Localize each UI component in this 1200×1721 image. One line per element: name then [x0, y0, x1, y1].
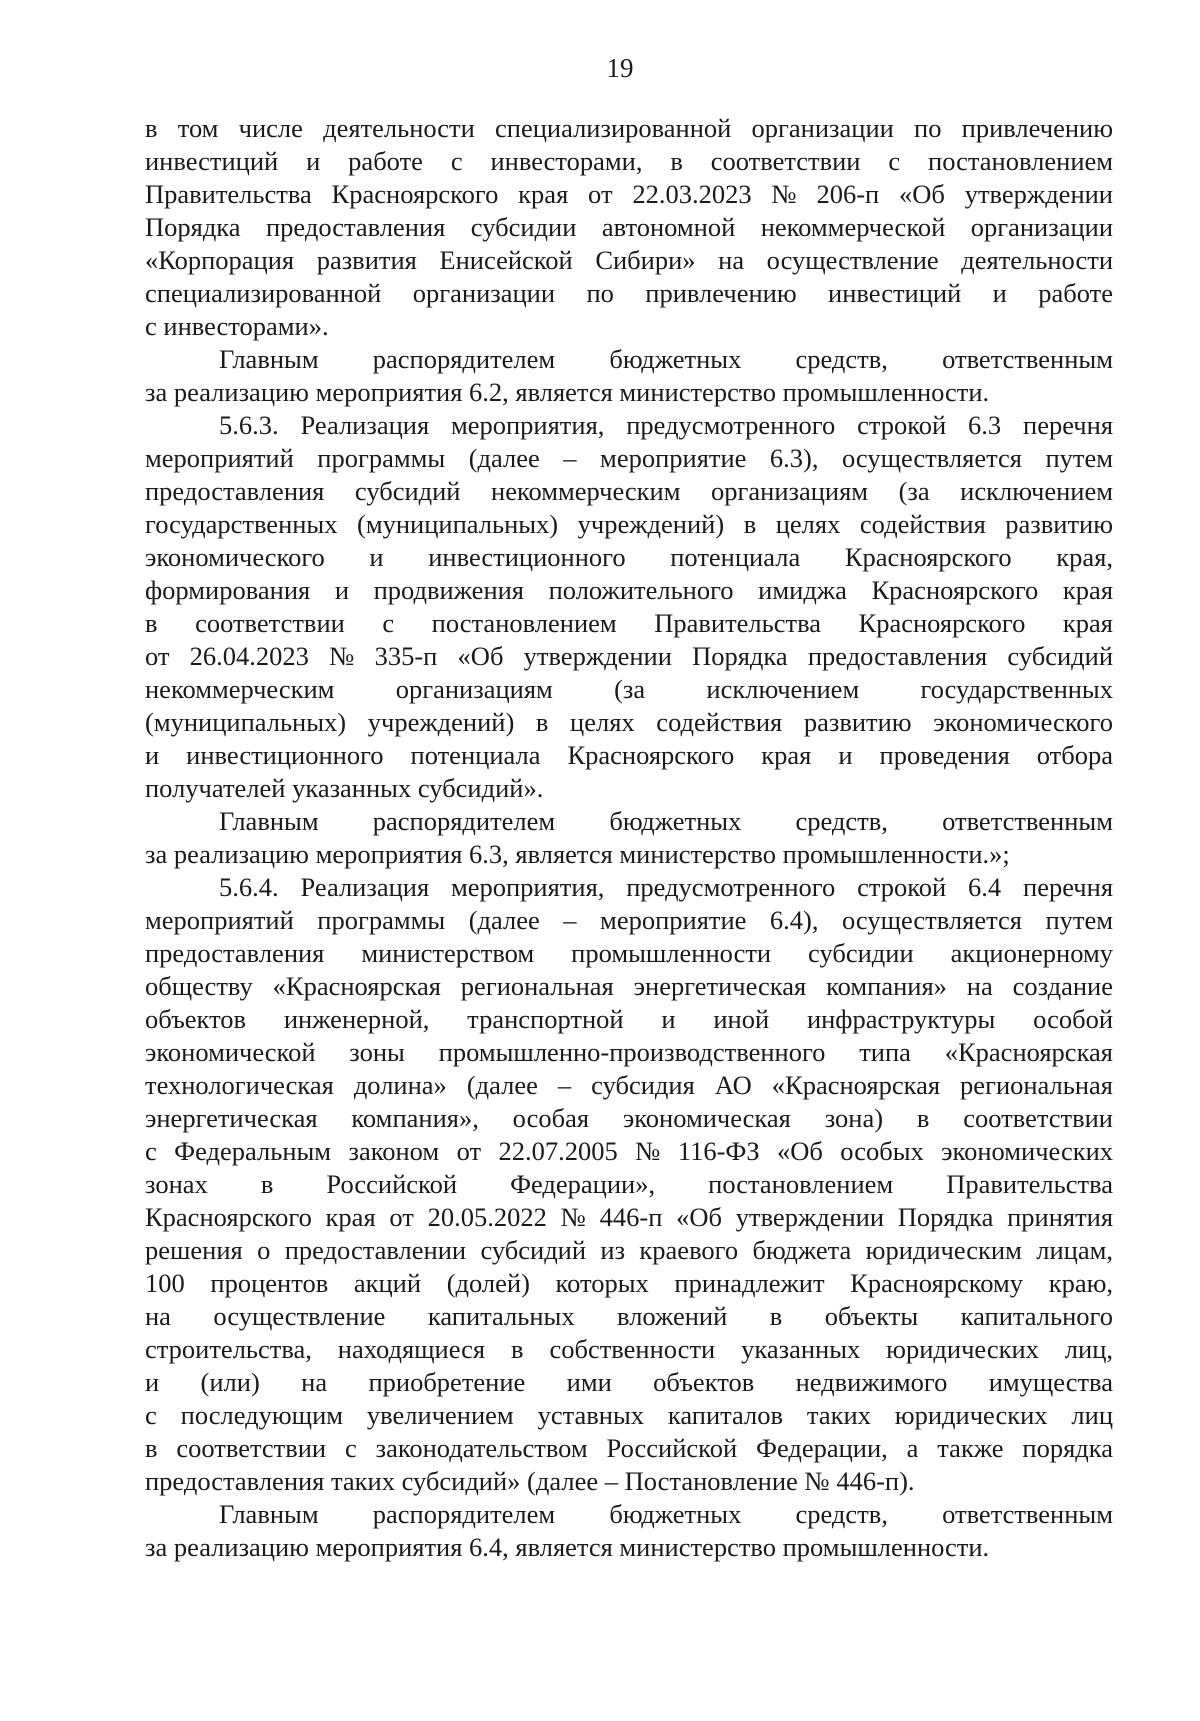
text-line: Главным распорядителем бюджетных средств, ответственным — [219, 344, 1113, 374]
paragraph-5-6-4 — [145, 871, 1113, 1498]
text-line: с последующим увеличением уставных капиталов таких юридических лиц — [145, 1400, 1113, 1430]
text-line: на осуществление капитальных вложений в объекты капитального — [145, 1301, 1113, 1331]
text-line: предоставления министерством промышленности субсидии акционерному — [145, 938, 1114, 968]
text-line: специализированной организации по привлечению инвестиций и работе — [145, 278, 1114, 308]
text-line: экономического и инвестиционного потенциала Красноярского края, — [145, 542, 1114, 572]
paragraph-responsible-6-2 — [145, 343, 1113, 409]
text-line: Правительства Красноярского края от 22.03.2023 № 206-п «Об утверждении — [145, 179, 1113, 209]
text-line: решения о предоставлении субсидий из краевого бюджета юридическим лицам, — [145, 1235, 1113, 1265]
text-line: Главным распорядителем бюджетных средств, ответственным — [219, 1499, 1113, 1529]
text-line: экономической зоны промышленно-производственного типа «Красноярская — [145, 1037, 1113, 1067]
text-line: предоставления субсидий некоммерческим организациям (за исключением — [145, 476, 1113, 506]
text-line: за реализацию мероприятия 6.2, является министерство промышленности. — [145, 377, 990, 407]
text-line: обществу «Красноярская региональная энергетическая компания» на создание — [145, 971, 1113, 1001]
paragraph-continuation — [145, 112, 1113, 343]
text-line: от 26.04.2023 № 335-п «Об утверждении Порядка предоставления субсидий — [145, 641, 1113, 671]
paragraph-5-6-3 — [145, 409, 1113, 805]
text-line: с инвесторами». — [145, 311, 329, 341]
text-line: Главным распорядителем бюджетных средств, ответственным — [219, 806, 1113, 836]
text-line: в соответствии с законодательством Российской Федерации, а также порядка — [145, 1433, 1113, 1463]
document-body — [145, 112, 1113, 1564]
text-line: 5.6.4. Реализация мероприятия, предусмотренного строкой 6.4 перечня — [219, 872, 1114, 902]
text-line: в соответствии с постановлением Правительства Красноярского края — [145, 608, 1113, 638]
text-line: мероприятий программы (далее – мероприятие 6.4), осуществляется путем — [145, 905, 1114, 935]
text-line: зонах в Российской Федерации», постановлением Правительства — [145, 1169, 1113, 1199]
text-line: энергетическая компания», особая экономическая зона) в соответствии — [145, 1103, 1113, 1133]
text-line: «Корпорация развития Енисейской Сибири» на осуществление деятельности — [145, 245, 1113, 275]
text-line: Красноярского края от 20.05.2022 № 446-п «Об утверждении Порядка принятия — [145, 1202, 1114, 1232]
text-line: государственных (муниципальных) учреждений) в целях содействия развитию — [145, 509, 1114, 539]
text-line: формирования и продвижения положительного имиджа Красноярского края — [145, 575, 1114, 605]
text-line: мероприятий программы (далее – мероприятие 6.3), осуществляется путем — [145, 443, 1114, 473]
text-line: Порядка предоставления субсидии автономной некоммерческой организации — [145, 212, 1113, 242]
text-line: предоставления таких субсидий» (далее – Постановление № 446-п). — [145, 1466, 915, 1496]
text-line: технологическая долина» (далее – субсидия АО «Красноярская региональная — [145, 1070, 1113, 1100]
text-line: получателей указанных субсидий». — [145, 773, 544, 803]
text-line: инвестиций и работе с инвесторами, в соответствии с постановлением — [145, 146, 1114, 176]
paragraph-responsible-6-4 — [145, 1498, 1113, 1564]
text-line: 5.6.3. Реализация мероприятия, предусмотренного строкой 6.3 перечня — [219, 410, 1114, 440]
paragraph-responsible-6-3 — [145, 805, 1113, 871]
text-line: и (или) на приобретение ими объектов недвижимого имущества — [145, 1367, 1113, 1397]
text-line: 100 процентов акций (долей) которых принадлежит Красноярскому краю, — [145, 1268, 1114, 1298]
text-line: с Федеральным законом от 22.07.2005 № 116-ФЗ «Об особых экономических — [145, 1136, 1114, 1166]
text-line: (муниципальных) учреждений) в целях содействия развитию экономического — [145, 707, 1113, 737]
text-line: за реализацию мероприятия 6.4, является министерство промышленности. — [145, 1532, 990, 1562]
text-line: и инвестиционного потенциала Красноярского края и проведения отбора — [145, 740, 1113, 770]
text-line: объектов инженерной, транспортной и иной инфраструктуры особой — [145, 1004, 1113, 1034]
text-line: в том числе деятельности специализированной организации по привлечению — [145, 113, 1113, 143]
text-line: за реализацию мероприятия 6.3, является министерство промышленности.»; — [145, 839, 1010, 869]
text-line: строительства, находящиеся в собственности указанных юридических лиц, — [145, 1334, 1114, 1364]
page-number: 19 — [606, 53, 634, 83]
text-line: некоммерческим организациям (за исключением государственных — [145, 674, 1113, 704]
